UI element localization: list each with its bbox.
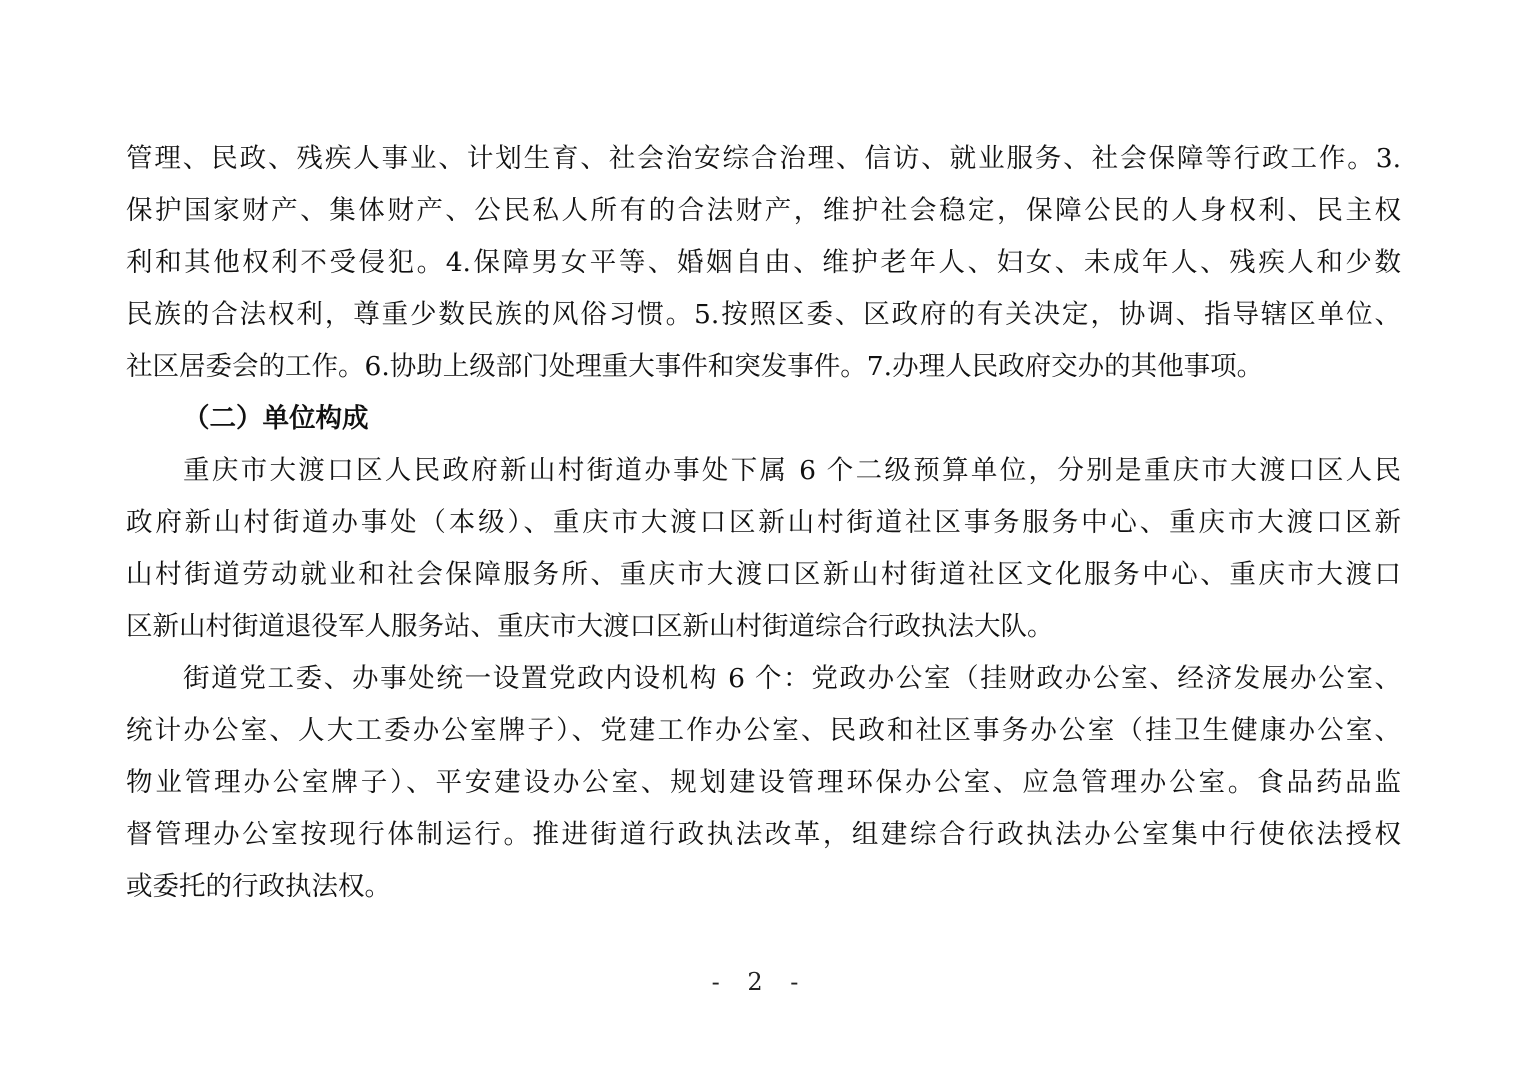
text-line: 民族的合法权利，尊重少数民族的风俗习惯。5.按照区委、区政府的有关决定，协调、指导辖区单位、: [126, 299, 1401, 330]
text-line: 政府新山村街道办事处（本级）、重庆市大渡口区新山村街道社区事务服务中心、重庆市大渡口区新: [126, 507, 1401, 538]
text-line: 街道党工委、办事处统一设置党政内设机构 6 个：党政办公室（挂财政办公室、经济发展办公室、: [183, 663, 1401, 694]
text-line: 管理、民政、残疾人事业、计划生育、社会治安综合治理、信访、就业服务、社会保障等行政工作。3.: [126, 143, 1401, 174]
text-line: 督管理办公室按现行体制运行。推进街道行政执法改革，组建综合行政执法办公室集中行使依法授权: [126, 819, 1401, 850]
section-heading: （二）单位构成: [183, 403, 369, 434]
text-line: 物业管理办公室牌子）、平安建设办公室、规划建设管理环保办公室、应急管理办公室。食品药品监: [126, 767, 1401, 798]
text-line: 或委托的行政执法权。: [126, 871, 391, 902]
page-number: - 2 -: [711, 968, 809, 996]
paragraph-units: [126, 445, 1401, 653]
text-line: 保护国家财产、集体财产、公民私人所有的合法财产，维护社会稳定，保障公民的人身权利、民主权: [126, 195, 1401, 226]
text-line: 社区居委会的工作。6.协助上级部门处理重大事件和突发事件。7.办理人民政府交办的其他事项。: [126, 351, 1264, 382]
document-body: [126, 133, 1401, 913]
paragraph-offices: [126, 653, 1401, 913]
text-line: 区新山村街道退役军人服务站、重庆市大渡口区新山村街道综合行政执法大队。: [126, 611, 1054, 642]
text-line: 利和其他权利不受侵犯。4.保障男女平等、婚姻自由、维护老年人、妇女、未成年人、残疾人和少数: [126, 247, 1401, 278]
paragraph-duties: [126, 133, 1401, 393]
text-line: 重庆市大渡口区人民政府新山村街道办事处下属 6 个二级预算单位，分别是重庆市大渡口区人民: [183, 455, 1401, 486]
text-line: 统计办公室、人大工委办公室牌子）、党建工作办公室、民政和社区事务办公室（挂卫生健康办公室、: [126, 715, 1401, 746]
text-line: 山村街道劳动就业和社会保障服务所、重庆市大渡口区新山村街道社区文化服务中心、重庆市大渡口: [126, 559, 1401, 590]
